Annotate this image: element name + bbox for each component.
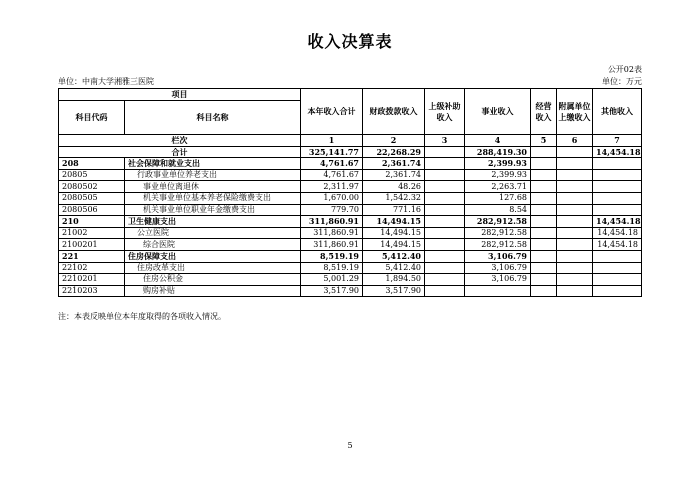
header-fiscal: 财政拨款收入 xyxy=(363,89,425,135)
amount-cell xyxy=(531,216,557,228)
amount-cell: 4,761.67 xyxy=(301,158,363,170)
form-code: 公开02表 xyxy=(607,65,642,74)
total-value xyxy=(531,146,557,158)
amount-cell: 5,412.40 xyxy=(363,250,425,262)
amount-cell xyxy=(425,181,465,193)
amount-cell xyxy=(557,158,593,170)
amount-cell xyxy=(425,216,465,228)
amount-cell: 2,361.74 xyxy=(363,158,425,170)
amount-cell xyxy=(425,274,465,286)
total-value: 22,268.29 xyxy=(363,146,425,158)
amount-cell xyxy=(557,227,593,239)
total-value: 325,141.77 xyxy=(301,146,363,158)
amount-cell: 14,454.18 xyxy=(593,216,642,228)
amount-cell: 3,106.79 xyxy=(465,262,531,274)
table-row xyxy=(59,227,642,239)
header-subsidiary: 附属单位上缴收入 xyxy=(557,89,593,135)
amount-cell xyxy=(557,192,593,204)
subject-code: 2080502 xyxy=(59,181,125,193)
subject-name: 事业单位离退休 xyxy=(125,181,301,193)
col-num: 4 xyxy=(465,135,531,147)
amount-cell xyxy=(557,274,593,286)
table-row xyxy=(59,158,642,170)
subject-name: 住房公积金 xyxy=(125,274,301,286)
amount-cell xyxy=(593,169,642,181)
subject-code: 22102 xyxy=(59,262,125,274)
table-row xyxy=(59,181,642,193)
amount-cell xyxy=(531,250,557,262)
subject-code: 2080506 xyxy=(59,204,125,216)
header-project: 项目 xyxy=(59,89,301,101)
amount-cell xyxy=(531,169,557,181)
header-operating: 经营收入 xyxy=(531,89,557,135)
amount-cell xyxy=(557,239,593,251)
amount-cell xyxy=(531,181,557,193)
amount-cell: 1,542.32 xyxy=(363,192,425,204)
table-row xyxy=(59,274,642,286)
amount-cell xyxy=(593,250,642,262)
total-value xyxy=(425,146,465,158)
amount-cell xyxy=(593,181,642,193)
total-label: 合计 xyxy=(59,146,301,158)
amount-cell: 8.54 xyxy=(465,204,531,216)
total-value: 288,419.30 xyxy=(465,146,531,158)
subject-name: 住房保障支出 xyxy=(125,250,301,262)
amount-cell: 4,761.67 xyxy=(301,169,363,181)
subject-name: 购房补贴 xyxy=(125,285,301,297)
total-value: 14,454.18 xyxy=(593,146,642,158)
header-other: 其他收入 xyxy=(593,89,642,135)
amount-cell xyxy=(531,239,557,251)
amount-cell: 779.70 xyxy=(301,204,363,216)
table-note: 注：本表反映单位本年度取得的各项收入情况。 xyxy=(58,312,226,321)
amount-cell xyxy=(531,192,557,204)
amount-cell xyxy=(557,181,593,193)
table-row xyxy=(59,204,642,216)
amount-cell: 2,311.97 xyxy=(301,181,363,193)
subject-name: 机关事业单位基本养老保险缴费支出 xyxy=(125,192,301,204)
amount-cell xyxy=(593,192,642,204)
amount-cell: 2,399.93 xyxy=(465,158,531,170)
total-value xyxy=(557,146,593,158)
amount-cell: 282,912.58 xyxy=(465,239,531,251)
amount-cell: 311,860.91 xyxy=(301,216,363,228)
amount-cell xyxy=(425,192,465,204)
amount-cell: 2,399.93 xyxy=(465,169,531,181)
amount-cell: 282,912.58 xyxy=(465,227,531,239)
header-subject-code: 科目代码 xyxy=(59,101,125,135)
table-row xyxy=(59,216,642,228)
table-row xyxy=(59,250,642,262)
col-row-label: 栏次 xyxy=(59,135,301,147)
amount-cell: 2,263.71 xyxy=(465,181,531,193)
amount-cell: 2,361.74 xyxy=(363,169,425,181)
amount-cell xyxy=(557,216,593,228)
amount-cell: 282,912.58 xyxy=(465,216,531,228)
subject-name: 综合医院 xyxy=(125,239,301,251)
subject-name: 公立医院 xyxy=(125,227,301,239)
amount-cell xyxy=(531,285,557,297)
subject-code: 210 xyxy=(59,216,125,228)
amount-cell xyxy=(465,285,531,297)
header-subject-name: 科目名称 xyxy=(125,101,301,135)
amount-cell: 14,494.15 xyxy=(363,227,425,239)
header-business: 事业收入 xyxy=(465,89,531,135)
table-row xyxy=(59,169,642,181)
amount-cell xyxy=(425,158,465,170)
col-num: 3 xyxy=(425,135,465,147)
amount-cell xyxy=(531,204,557,216)
subject-name: 社会保障和就业支出 xyxy=(125,158,301,170)
amount-cell: 3,517.90 xyxy=(301,285,363,297)
page-title: 收入决算表 xyxy=(307,32,393,51)
amount-cell: 311,860.91 xyxy=(301,239,363,251)
amount-cell: 14,494.15 xyxy=(363,216,425,228)
total-row xyxy=(59,146,642,158)
subject-code: 208 xyxy=(59,158,125,170)
amount-cell: 8,519.19 xyxy=(301,262,363,274)
income-table xyxy=(58,88,642,297)
amount-cell: 14,454.18 xyxy=(593,239,642,251)
subject-name: 行政事业单位养老支出 xyxy=(125,169,301,181)
amount-cell: 8,519.19 xyxy=(301,250,363,262)
subject-name: 机关事业单位职业年金缴费支出 xyxy=(125,204,301,216)
amount-cell: 14,494.15 xyxy=(363,239,425,251)
amount-cell xyxy=(593,274,642,286)
amount-cell xyxy=(531,262,557,274)
subject-code: 20805 xyxy=(59,169,125,181)
subject-code: 2210201 xyxy=(59,274,125,286)
column-number-row xyxy=(59,135,642,147)
col-num: 7 xyxy=(593,135,642,147)
subject-code: 2100201 xyxy=(59,239,125,251)
amount-cell: 311,860.91 xyxy=(301,227,363,239)
amount-cell xyxy=(593,262,642,274)
amount-cell: 3,106.79 xyxy=(465,250,531,262)
amount-cell xyxy=(425,250,465,262)
unit-label: 单位：中南大学湘雅三医院 xyxy=(58,77,154,86)
unit-currency: 单位：万元 xyxy=(602,77,642,86)
subject-code: 2080505 xyxy=(59,192,125,204)
amount-cell xyxy=(593,285,642,297)
amount-cell: 3,517.90 xyxy=(363,285,425,297)
subject-code: 2210203 xyxy=(59,285,125,297)
amount-cell: 127.68 xyxy=(465,192,531,204)
amount-cell xyxy=(531,227,557,239)
amount-cell xyxy=(531,158,557,170)
subject-code: 21002 xyxy=(59,227,125,239)
col-num: 6 xyxy=(557,135,593,147)
amount-cell: 48.26 xyxy=(363,181,425,193)
amount-cell xyxy=(425,204,465,216)
amount-cell: 5,001.29 xyxy=(301,274,363,286)
amount-cell xyxy=(557,285,593,297)
header-superior: 上级补助收入 xyxy=(425,89,465,135)
amount-cell xyxy=(557,250,593,262)
amount-cell: 14,454.18 xyxy=(593,227,642,239)
amount-cell xyxy=(425,169,465,181)
header-total: 本年收入合计 xyxy=(301,89,363,135)
col-num: 1 xyxy=(301,135,363,147)
table-row xyxy=(59,192,642,204)
page-number: 5 xyxy=(347,441,353,450)
amount-cell: 5,412.40 xyxy=(363,262,425,274)
amount-cell xyxy=(425,262,465,274)
amount-cell xyxy=(531,274,557,286)
amount-cell xyxy=(425,239,465,251)
amount-cell xyxy=(593,204,642,216)
amount-cell: 3,106.79 xyxy=(465,274,531,286)
amount-cell: 1,894.50 xyxy=(363,274,425,286)
amount-cell xyxy=(557,262,593,274)
amount-cell xyxy=(425,227,465,239)
subject-name: 卫生健康支出 xyxy=(125,216,301,228)
col-num: 5 xyxy=(531,135,557,147)
amount-cell xyxy=(425,285,465,297)
amount-cell xyxy=(593,158,642,170)
amount-cell xyxy=(557,204,593,216)
subject-name: 住房改革支出 xyxy=(125,262,301,274)
table-row xyxy=(59,239,642,251)
amount-cell xyxy=(557,169,593,181)
table-row xyxy=(59,285,642,297)
table-row xyxy=(59,262,642,274)
amount-cell: 771.16 xyxy=(363,204,425,216)
subject-code: 221 xyxy=(59,250,125,262)
col-num: 2 xyxy=(363,135,425,147)
amount-cell: 1,670.00 xyxy=(301,192,363,204)
